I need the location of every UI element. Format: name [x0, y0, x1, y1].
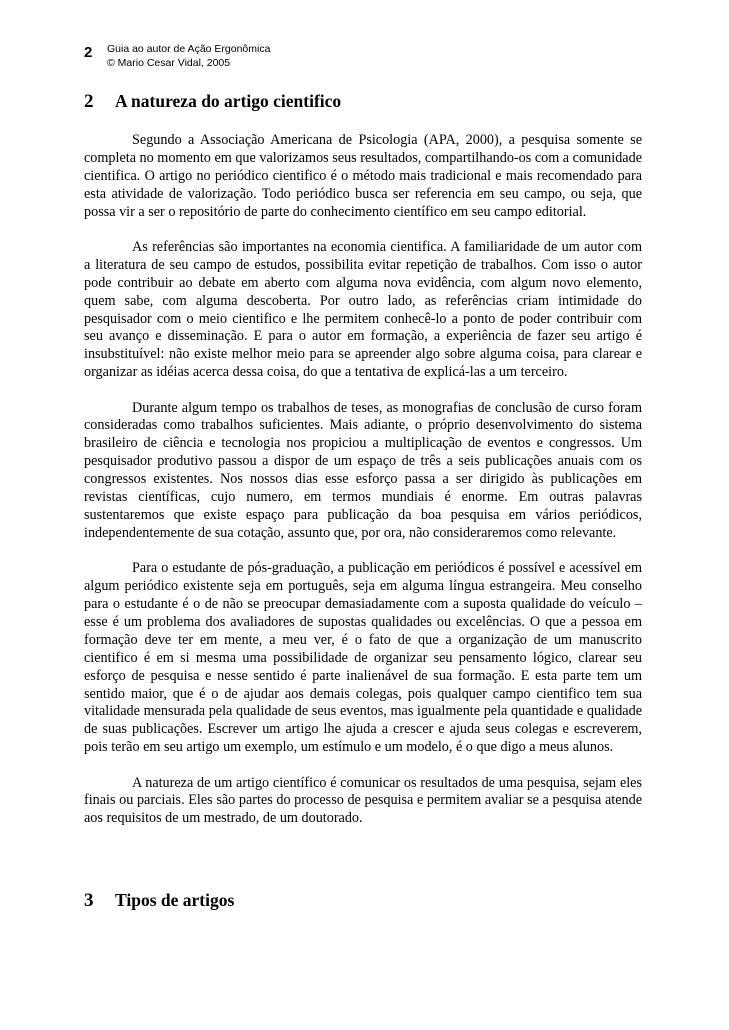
header-page-number: 2 [84, 44, 93, 61]
header-copyright: © Mario Cesar Vidal, 2005 [107, 57, 231, 69]
section-title: Tipos de artigos [115, 890, 235, 910]
paragraph: Para o estudante de pós-graduação, a publicação em periódicos é possível e acessível em algum periódico existente seja em português, seja em alguma língua estrangeira. Meu conselho para o estudante é o de não se preocupar demasiadamente com a suposta qualidade do veículo – esse é um problema dos avaliadores de supostas qualidades ou excelências. O que a pessoa em formação deve ter em mente, a meu ver, é o fato de que a organização de um manuscrito cientifico é em si mesma uma possibilidade de organizar seu pensamento lógico, clarear seu esforço de pesquisa e nesse sentido é parte inalienável de sua formação. E esta parte tem um sentido maior, que é o de ajudar aos demais colegas, pois qualquer campo cientifico tem sua vitalidade mensurada pela qualidade de seus eventos, mas igualmente pela quantidade e qualidade de suas publicações. Escrever um artigo lhe ajuda a crescer e ajuda seus colegas e escreverem, pois terão em seu artigo um exemplo, um estímulo e um modelo, é o que digo a meus alunos. [84, 560, 642, 756]
paragraph: Durante algum tempo os trabalhos de teses, as monografias de conclusão de curso foram consideradas como trabalhos suficientes. Mais adiante, o próprio desenvolvimento do sistema brasileiro de ciência e tecnologia nos propiciou a multiplicação de eventos e congressos. Um pesquisador produtivo passou a dispor de um espaço de três a seis publicações anuais com os congressos existentes. Nos nossos dias esse esforço passa a ser dirigido às publicações em revistas científicas, cujo numero, em termos mundiais é enorme. Em outras palavras sustentaremos que existe espaço para publicação da boa pesquisa em vários periódicos, independentemente de sua cotação, assunto que, por ora, não consideraremos como relevante. [84, 399, 642, 541]
section-number: 3 [84, 890, 94, 911]
paragraph: A natureza de um artigo científico é comunicar os resultados de uma pesquisa, sejam eles finais ou parciais. Eles são partes do processo de pesquisa e permitem avaliar se a pesquisa atende aos requisitos de um mestrado, de um doutorado. [84, 774, 642, 827]
section-heading-2 [84, 90, 341, 113]
section-number: 2 [84, 91, 94, 112]
header-text [107, 42, 270, 70]
paragraph: Segundo a Associação Americana de Psicologia (APA, 2000), a pesquisa somente se completa no momento em que valorizamos seus resultados, compartilhando-os com a comunidade cientifica. O artigo no periódico cientifico é o método mais tradicional e mais recomendado para esta atividade de valorização. Todo periódico busca ser referencia em seu campo, ou seja, que possa vir a ser o repositório de parte do conhecimento científico em seu campo editorial. [84, 132, 642, 220]
header-title: Guia ao autor de Ação Ergonômica [107, 43, 271, 55]
section-heading-3 [84, 889, 234, 912]
section-body [84, 132, 642, 846]
section-title: A natureza do artigo cientifico [115, 91, 342, 111]
paragraph: As referências são importantes na economia cientifica. A familiaridade de um autor com a literatura de seu campo de estudos, possibilita evitar repetição de trabalhos. Com isso o autor pode contribuir ao debate em aberto com alguma nova evidência, com algum novo elemento, quem sabe, com alguma descoberta. Por outro lado, as referências criam intimidade do pesquisador com o meio cientifico e lhe permitem conhecê-lo a ponto de poder contribuir com seu avanço e disseminação. E para o autor em formação, a experiência de fazer seu artigo é insubstituível: não existe melhor meio para se apreender algo sobre alguma coisa, para clarear e organizar as idéias acerca dessa coisa, do que a tentativa de explicá-las a um terceiro. [84, 238, 642, 381]
